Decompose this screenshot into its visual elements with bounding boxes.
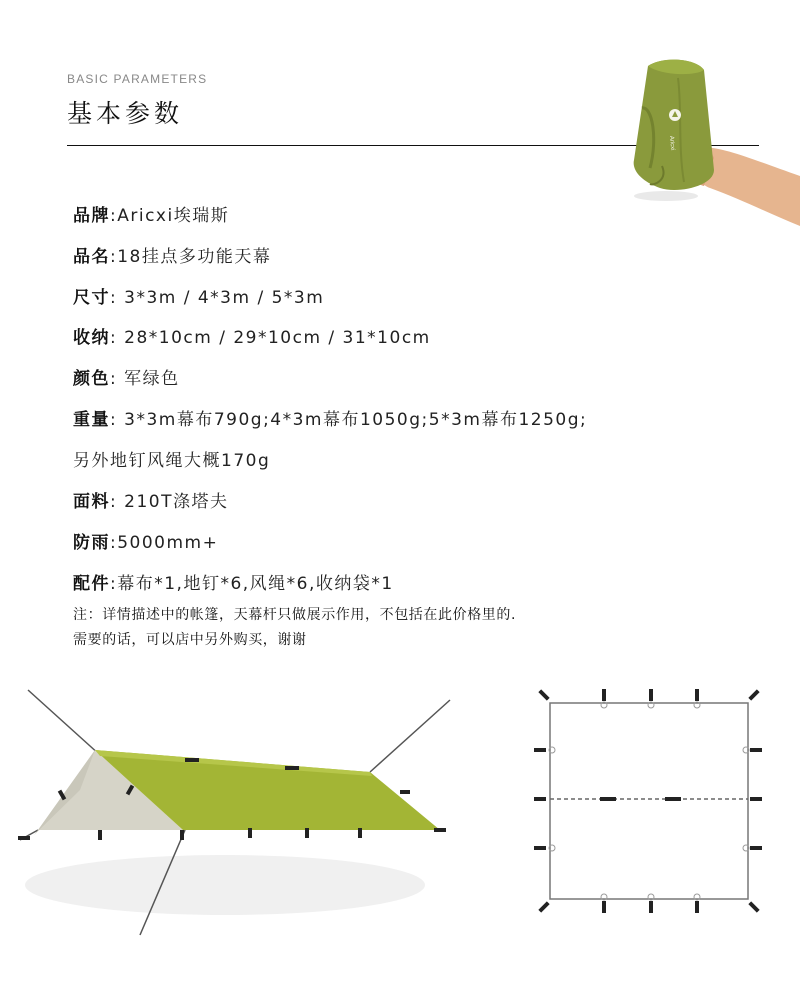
param-fabric: 面料: 210T涤塔夫: [73, 492, 229, 512]
param-waterproof: 防雨:5000mm+: [73, 533, 219, 553]
param-size: 尺寸: 3*3m / 4*3m / 5*3m: [73, 288, 325, 308]
tarp-pitched-illustration: [0, 680, 470, 950]
param-value: 幕布*1,地钉*6,风绳*6,收纳袋*1: [117, 574, 394, 594]
param-product-name: 品名:18挂点多功能天幕: [73, 247, 272, 267]
param-value: 3*3m / 4*3m / 5*3m: [117, 288, 325, 308]
param-value: 另外地钉风绳大概170g: [73, 451, 271, 471]
eyebrow-label: BASIC PARAMETERS: [67, 72, 208, 86]
param-value: 210T涤塔夫: [117, 492, 229, 512]
param-key: 品牌: [73, 206, 110, 226]
stuff-sack-image: [618, 48, 800, 238]
page-title: 基本参数: [67, 99, 184, 128]
param-key: 收纳: [73, 328, 110, 348]
param-packed-size: 收纳: 28*10cm / 29*10cm / 31*10cm: [73, 328, 431, 348]
param-brand: 品牌:Aricxi埃瑞斯: [73, 206, 230, 226]
param-key: 尺寸: [73, 288, 110, 308]
param-value: 18挂点多功能天幕: [117, 247, 272, 267]
param-key: 颜色: [73, 369, 110, 389]
param-key: 配件: [73, 574, 110, 594]
param-weight-extra: [73, 446, 270, 471]
param-weight: 重量: 3*3m幕布790g;4*3m幕布1050g;5*3m幕布1250g;: [73, 410, 588, 430]
tarp-flat-layout-diagram: [520, 675, 770, 920]
note-line-2: 需要的话，可以店中另外购买，谢谢: [73, 632, 307, 648]
param-value: Aricxi埃瑞斯: [117, 206, 230, 226]
param-value: 3*3m幕布790g;4*3m幕布1050g;5*3m幕布1250g;: [117, 410, 588, 430]
note-line-1: 注：详情描述中的帐篷，天幕杆只做展示作用，不包括在此价格里的.: [73, 607, 517, 623]
param-key: 重量: [73, 410, 110, 430]
param-color: 颜色: 军绿色: [73, 369, 180, 389]
param-value: 军绿色: [117, 369, 180, 389]
param-value: 5000mm+: [117, 533, 219, 553]
bag-brand-text: Aricxi: [668, 135, 676, 151]
param-key: 防雨: [73, 533, 110, 553]
param-value: 28*10cm / 29*10cm / 31*10cm: [117, 328, 431, 348]
param-accessories: 配件:幕布*1,地钉*6,风绳*6,收纳袋*1: [73, 574, 394, 594]
param-key: 面料: [73, 492, 110, 512]
param-key: 品名: [73, 247, 110, 267]
